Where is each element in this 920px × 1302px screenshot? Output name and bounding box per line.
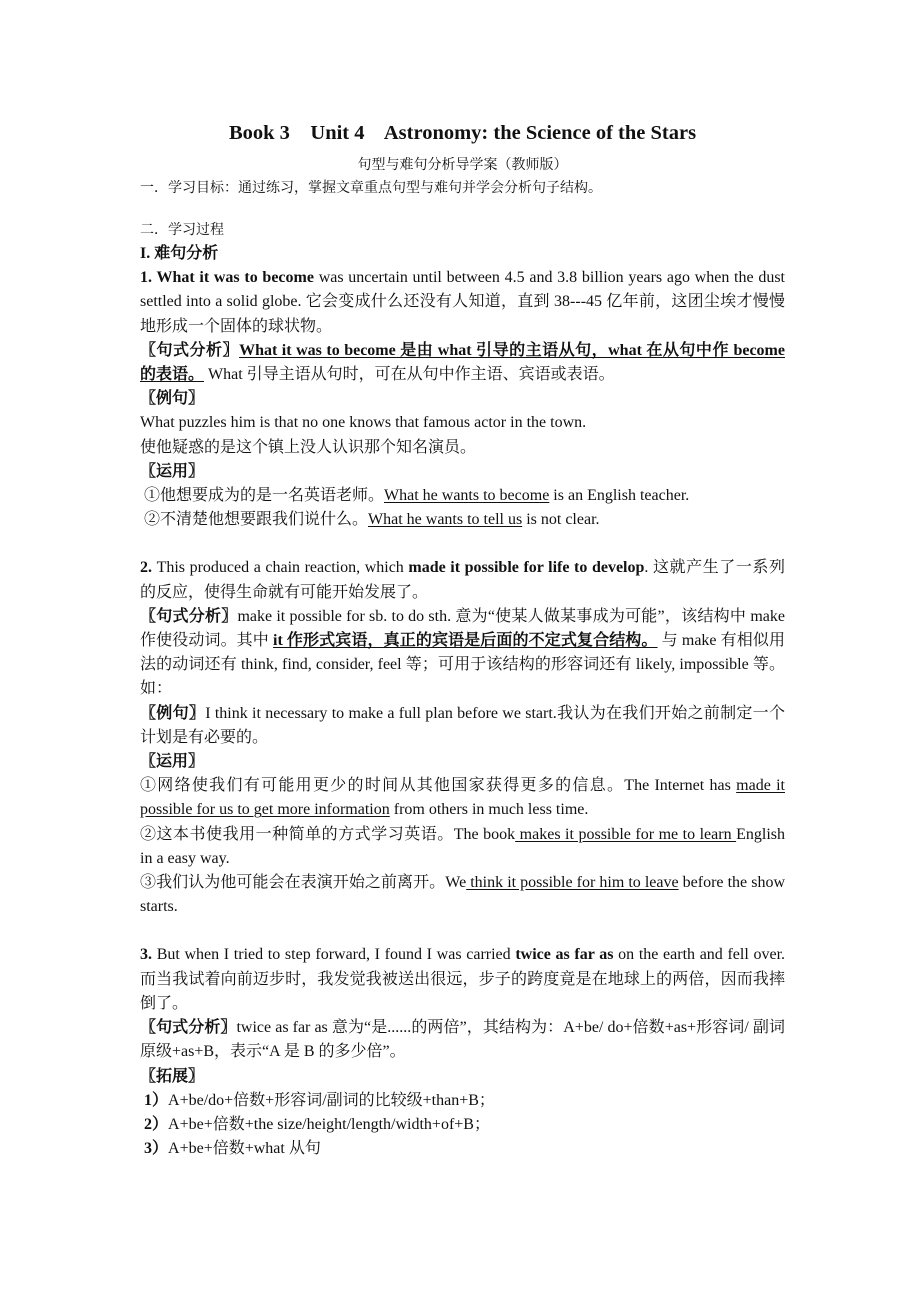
sentence-2-example: 〖例句〗I think it necessary to make a full plan before we start.我认为在我们开始之前制定一个计划是有必要的。 (140, 704, 785, 746)
extension-item-1: 1）A+be/do+倍数+形容词/副词的比较级+than+B； (144, 1091, 495, 1109)
document-page (140, 118, 785, 1161)
sentence-1-analysis: 〖句式分析〗What it was to become 是由 what 引导的主语从句，what 在从句中作 become 的表语。 What 引导主语从句时，可在从句中作主语、宾语或表语。 (140, 341, 785, 384)
sentence-3-extension-label: 〖拓展〗 (140, 1067, 205, 1085)
sentence-1-example-label: 〖例句〗 (140, 390, 205, 408)
extension-item-3: 3）A+be+倍数+what 从句 (144, 1140, 321, 1158)
sentence-1-use-label: 〖运用〗 (140, 462, 205, 480)
learning-process-heading: 二．学习过程 (140, 223, 224, 238)
sentence-2-use-1: ①网络使我们有可能用更少的时间从其他国家获得更多的信息。The Internet has made it possible for us to get more information from others in much less time. (140, 777, 785, 819)
sentence-1-use-2: ②不清楚他想要跟我们说什么。What he wants to tell us is not clear. (144, 511, 600, 529)
document-title: Book 3 Unit 4 Astronomy: the Science of the Stars (228, 122, 697, 144)
sentence-2-analysis: 〖句式分析〗make it possible for sb. to do sth. 意为“使某人做某事成为可能”，该结构中 make 作使役动词。其中 it 作形式宾语，真正的宾语是后面的不定式复合结构。 与 make 有相似用法的动词还有 think, find, consider, feel 等；可用于该结构的形容词还有 likely, impossible 等。如： (140, 607, 785, 698)
sentence-1-use-1: ①他想要成为的是一名英语老师。What he wants to become is an English teacher. (144, 487, 690, 505)
sentence-1-example-en: What puzzles him is that no one knows that famous actor in the town. (140, 414, 587, 432)
document-subtitle: 句型与难句分析导学案（教师版） (357, 158, 568, 173)
sentence-2: 2. This produced a chain reaction, which made it possible for life to develop. 这就产生了一系列的反应，使得生命就有可能开始发展了。 (140, 559, 785, 601)
learning-goal: 一．学习目标：通过练习，掌握文章重点句型与难句并学会分析句子结构。 (140, 181, 602, 196)
sentence-1: 1. What it was to become was uncertain until between 4.5 and 3.8 billion years ago when the dust settled into a solid globe. 它会变成什么还没有人知道，直到 38---45 亿年前，这团尘埃才慢慢地形成一个固体的球状物。 (140, 269, 785, 335)
sentence-2-use-label: 〖运用〗 (140, 753, 205, 771)
section-heading: I. 难句分析 (140, 245, 219, 262)
extension-item-2: 2）A+be+倍数+the size/height/length/width+of+B； (144, 1115, 490, 1133)
sentence-2-use-2: ②这本书使我用一种简单的方式学习英语。The book makes it possible for me to learn English in a easy way. (140, 825, 785, 867)
sentence-3-analysis: 〖句式分析〗twice as far as 意为“是......的两倍”，其结构为：A+be/ do+倍数+as+形容词/ 副词原级+as+B，表示“A 是 B 的多少倍”。 (140, 1019, 785, 1061)
sentence-3: 3. But when I tried to step forward, I found I was carried twice as far as on the earth and fell over. 而当我试着向前迈步时，我发觉我被送出很远，步子的跨度竟是在地球上的两倍，因而我摔倒了。 (140, 946, 786, 1012)
sentence-2-use-3: ③我们认为他可能会在表演开始之前离开。We think it possible for him to leave before the show starts. (140, 874, 785, 916)
sentence-1-example-cn: 使他疑惑的是这个镇上没人认识那个知名演员。 (140, 438, 477, 456)
